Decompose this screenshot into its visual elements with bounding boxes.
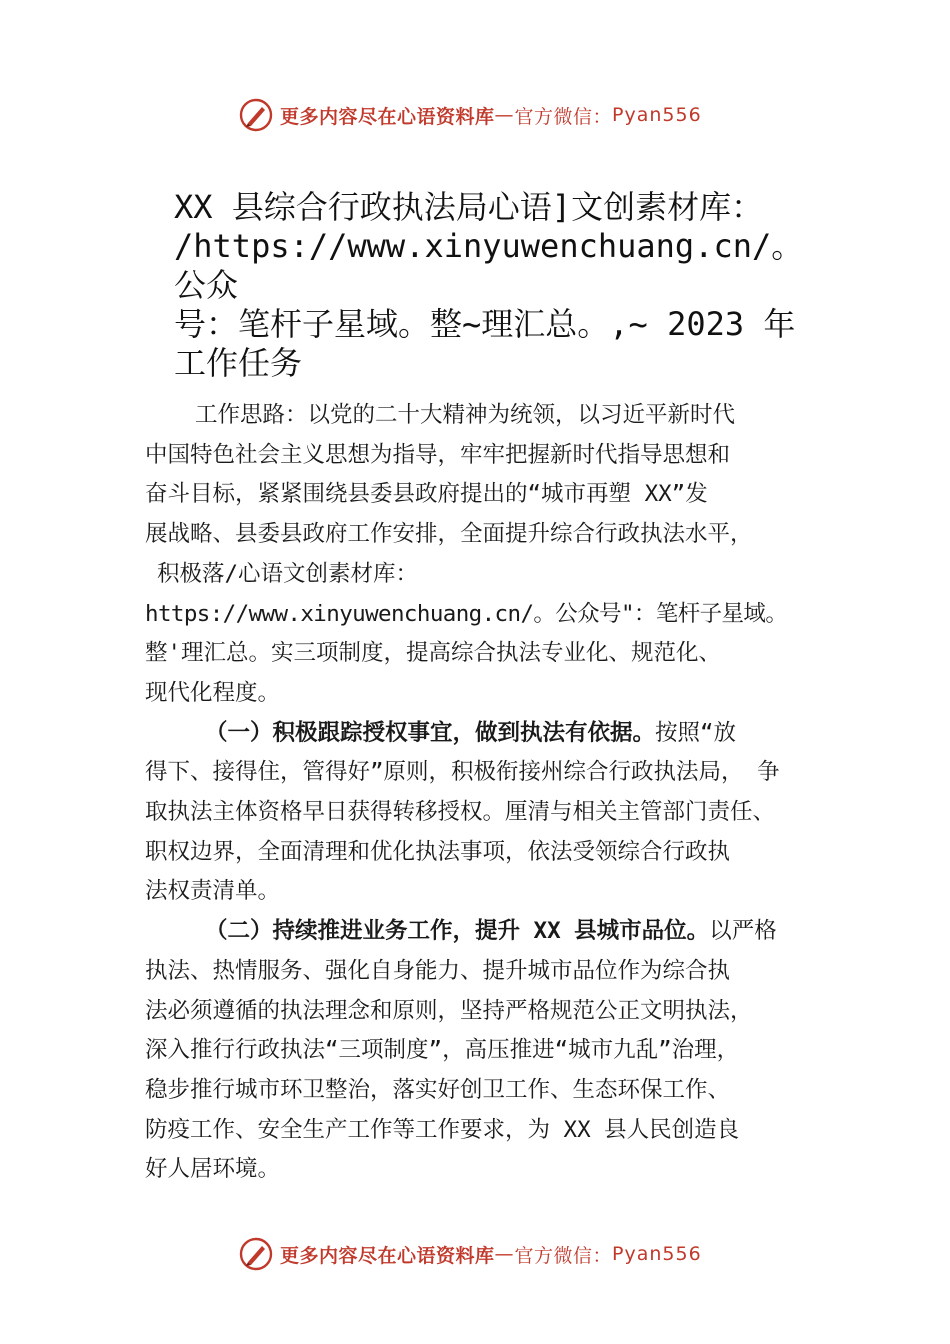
text-line: 现代化程度。	[145, 679, 281, 706]
text-line: 展战略、县委县政府工作安排，全面提升综合行政执法水平，	[145, 521, 753, 548]
wechat-id: Pyan556	[612, 1243, 702, 1265]
banner-text: 更多内容尽在心语资料库	[280, 1244, 495, 1267]
wechat-label: 官方微信：	[514, 105, 613, 128]
text-line: 防疫工作、安全生产工作等工作要求，为 XX 县人民创造良	[145, 1116, 740, 1143]
paragraph-work-approach	[145, 396, 825, 714]
text-line: 执法、热情服务、强化自身能力、提升城市品位作为综合执	[145, 957, 731, 984]
section-heading: （二）持续推进业务工作，提升 XX 县城市品位。	[205, 918, 710, 945]
document-title	[174, 188, 834, 383]
text-span: 以严格	[709, 918, 777, 945]
title-line: /https://www.xinyuwenchuang.cn/。公众	[174, 227, 804, 304]
text-line: 取执法主体资格早日获得转移授权。厘清与相关主管部门责任、	[145, 799, 776, 826]
text-line: 积极落/心语文创素材库：	[157, 560, 419, 587]
title-line: 号：笔杆子星域。整~理汇总。,~ 2023 年	[174, 305, 796, 343]
text-line: 职权边界，全面清理和优化执法事项，依法受领综合行政执	[145, 838, 731, 865]
text-line: 稳步推行城市环卫整治，落实好创卫工作、生态环保工作、	[145, 1076, 731, 1103]
title-line: 工作任务	[174, 344, 303, 382]
text-line: 好人居环境。	[145, 1156, 281, 1183]
text-line: 得下、接得住，管得好”原则，积极衔接州综合行政执法局， 争	[145, 759, 780, 786]
text-line: 深入推行行政执法“三项制度”，高压推进“城市九乱”治理，	[145, 1037, 740, 1064]
banner-dash: —	[494, 1243, 515, 1265]
wechat-id: Pyan556	[612, 104, 702, 126]
paragraph-authorization	[145, 714, 825, 913]
title-line: XX 县综合行政执法局心语]文创素材库：	[174, 188, 764, 226]
text-line	[145, 714, 825, 754]
banner-text: 更多内容尽在心语资料库	[280, 105, 495, 128]
footer-watermark-banner	[238, 1234, 758, 1274]
text-line: 中国特色社会主义思想为指导，牢牢把握新时代指导思想和	[145, 441, 731, 468]
text-span: 按照“放	[655, 719, 737, 746]
header-watermark-banner	[238, 95, 758, 135]
text-line: https://www.xinyuwenchuang.cn/。公众号"：笔杆子星域。	[145, 600, 788, 627]
text-line: 奋斗目标，紧紧围绕县委县政府提出的“城市再塑 XX”发	[145, 481, 708, 508]
text-line: 法权责清单。	[145, 878, 281, 905]
pen-logo-icon	[238, 97, 274, 133]
text-line: 工作思路：以党的二十大精神为统领，以习近平新时代	[195, 402, 736, 428]
text-line: 法必须遵循的执法理念和原则，坚持严格规范公正文明执法，	[145, 997, 753, 1024]
section-heading: （一）积极跟踪授权事宜，做到执法有依据。	[205, 719, 656, 746]
text-line: 整'理汇总。实三项制度，提高综合执法专业化、规范化、	[145, 640, 722, 667]
pen-logo-icon	[238, 1236, 274, 1272]
paragraph-business-work	[145, 912, 825, 1190]
document-body	[145, 396, 825, 1190]
banner-dash: —	[494, 104, 515, 126]
wechat-label: 官方微信：	[514, 1244, 613, 1267]
text-line	[145, 912, 825, 952]
